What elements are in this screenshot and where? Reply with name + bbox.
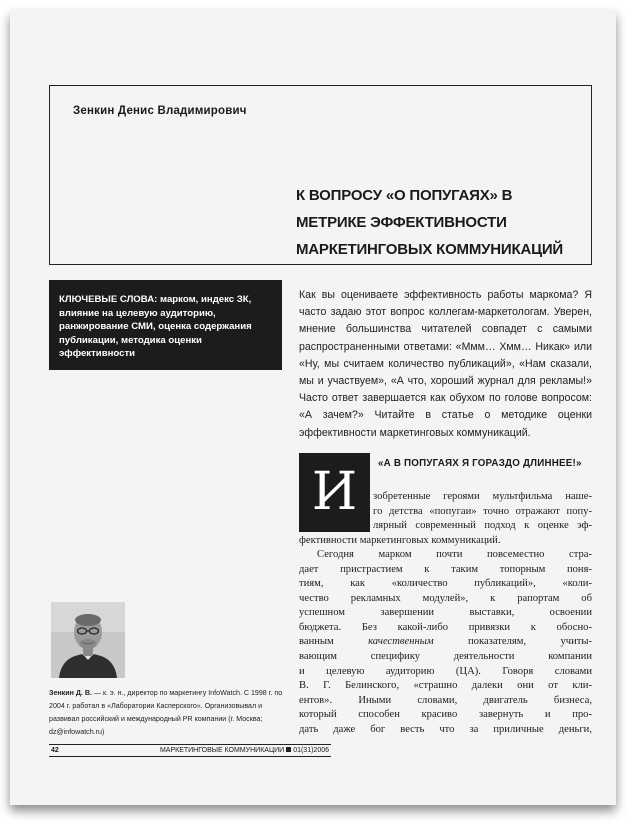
body-line: лярный современный подход к оценке эф- (373, 520, 592, 532)
square-bullet-icon (286, 747, 291, 752)
body-line: дать даже бог весть что за приличные деньги, (299, 723, 592, 735)
magazine-info (160, 745, 329, 756)
body-line: успешном завершении выставки, освоении (299, 607, 592, 619)
body-fragment: показателям, учиты- (468, 636, 593, 648)
body-fragment: ванным (299, 636, 334, 648)
paragraph-first (299, 490, 592, 534)
issue-number: 01(31)2006 (293, 747, 329, 754)
author-photo (51, 602, 125, 678)
body-line: тиям, как «количество публикаций», «коли- (299, 578, 592, 590)
author-name: Зенкин Денис Владимирович (73, 105, 247, 117)
body-line: и целевую аудиторию (ЦА). Говоря словами (299, 665, 592, 677)
body-line: Сегодня марком почти повсеместно стра- (317, 549, 592, 561)
body-line: ентов». Иными словами, двигатель бизнеса, (299, 694, 592, 706)
keywords-box: КЛЮЧЕВЫЕ СЛОВА: марком, индекс ЗК, влияние на целевую аудиторию, ранжирование СМИ, оценка содержания публикации, методика оценки эффективности (49, 280, 282, 370)
italic-word: качественным (368, 636, 434, 648)
intro-paragraph: Как вы оцениваете эффективность работы маркома? Я часто задаю этот вопрос коллегам-маркетологам. Уверен, мнение большинства читателей совпадет с самыми распространенными ответами: «Ммм… Хмм… Никак» или «Ну, мы считаем количество публикаций», «Нам сказали, мы и участвуем», «А что, хороший журнал для рекламы!» Часто ответ завершается как обухом по голове вопросом: «А зачем?» Читайте в статье о методике оценки эффективности маркетинговых коммуникаций. (299, 289, 592, 439)
body-line: го детства «попугаи» точно отражают попу- (373, 505, 592, 517)
section-heading: «А В ПОПУГАЯХ Я ГОРАЗДО ДЛИННЕЕ!» (378, 458, 582, 469)
body-line: зобретенные героями мультфильма наше- (373, 491, 592, 502)
page-footer (49, 744, 331, 757)
body-line: В. Г. Белинского, «страшно далеки они от кли- (299, 680, 592, 692)
body-text (299, 490, 592, 737)
body-line: бюджета. Без какой-либо привязки к обосно- (299, 621, 592, 633)
article-title: К ВОПРОСУ «О ПОПУГАЯХ» В МЕТРИКЕ ЭФФЕКТИВНОСТИ МАРКЕТИНГОВЫХ КОММУНИКАЦИЙ (296, 187, 563, 258)
bio-name: Зенкин Д. В. (49, 689, 92, 697)
magazine-page (10, 10, 616, 805)
header-box (49, 85, 592, 265)
body-line: чество рекламных модулей», к рапортам об (299, 592, 592, 604)
bio-text: — к. э. н., директор по маркетингу InfoWatch. С 1998 г. по 2004 г. работал в «Лаборатории Касперского». Организовывал и развивал российский и международный PR компании (г. Москва; dz@infowatch.ru) (49, 689, 283, 736)
author-bio (49, 687, 289, 739)
body-line: фективности маркетинговых коммуникаций. (299, 534, 501, 546)
body-line: который способен красиво завернуть и про- (299, 709, 592, 721)
page-number: 42 (51, 747, 59, 754)
magazine-name: МАРКЕТИНГОВЫЕ КОММУНИКАЦИИ (159, 747, 285, 754)
drop-cap: И (299, 453, 370, 532)
body-line (299, 635, 592, 650)
body-line: вающим специфику деятельности компании (299, 651, 592, 663)
body-line: дает пристрастием к таким топорным поня- (299, 563, 592, 575)
portrait-image (51, 602, 125, 678)
